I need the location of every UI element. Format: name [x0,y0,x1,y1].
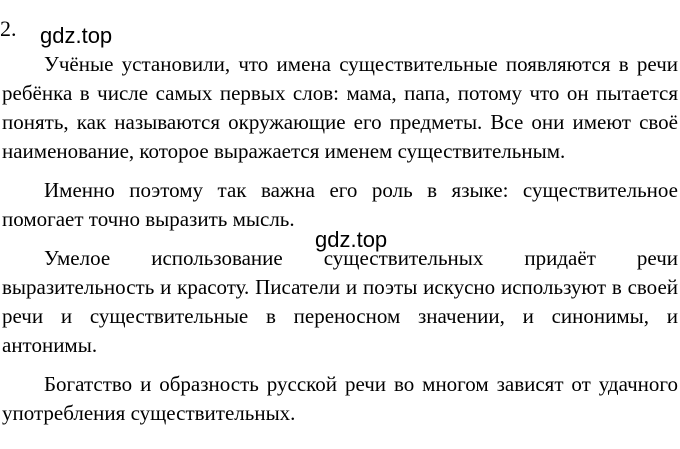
exercise-number: 2. [0,16,17,41]
watermark-middle: gdz.top [315,227,388,252]
watermark-top: gdz.top [40,23,113,48]
paragraph-4: Богатство и образность русской речи во многом зависят от удачного употребления существительных. [2,372,678,425]
paragraph-3: Умелое использование существительных придаёт речи выразительность и красоту. Писатели и поэты искусно используют в своей речи и существительные в переносном значении, и синонимы, и антонимы. [2,246,678,357]
paragraph-2: Именно поэтому так важна его роль в языке: существительное помогает точно выразить мысль. [2,178,678,231]
paragraph-1: Учёные установили, что имена существительные появляются в речи ребёнка в числе самых первых слов: мама, папа, потому что он пытается понять, как называются окружающие его предметы. Все они имеют своё наименование, которое выражается именем существительным. [2,52,678,163]
